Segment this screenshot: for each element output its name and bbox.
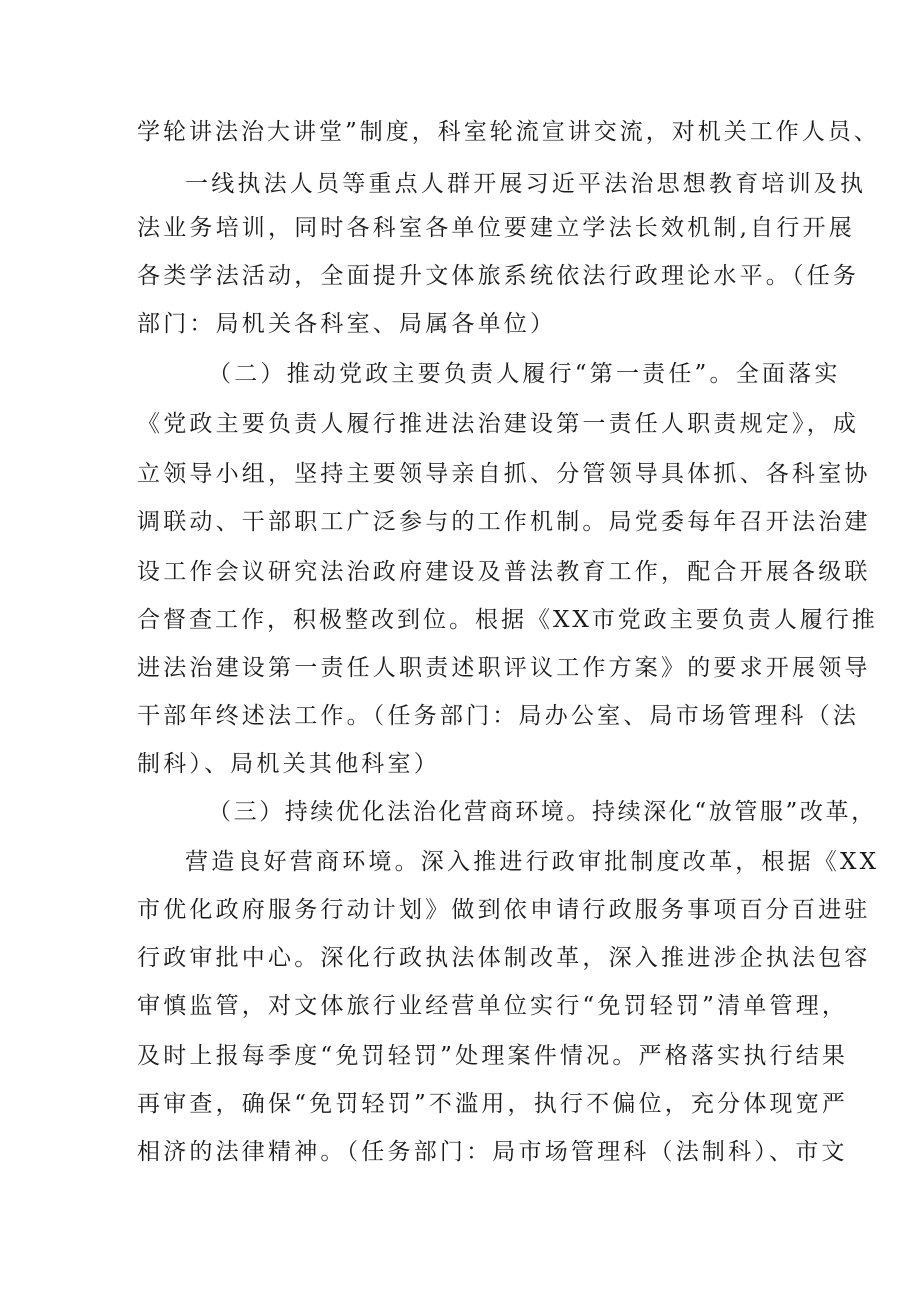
text-line: 再审查，确保“免罚轻罚”不滥用，执行不偏位，充分体现宽严 xyxy=(137,1091,849,1117)
text-line: （三）持续优化法治化营商环境。持续深化“放管服”改革， xyxy=(208,799,877,825)
text-line: 进法治建设第一责任人职责述职评议工作方案》的要求开展领导 xyxy=(137,655,871,681)
text-line: 审慎监管，对文体旅行业经营单位实行“免罚轻罚”清单管理， xyxy=(137,993,849,1019)
text-line: 一线执法人员等重点人群开展习近平法治思想教育培训及执 xyxy=(185,171,867,197)
text-line: 合督查工作，积极整改到位。根据《XX市党政主要负责人履行推 xyxy=(137,607,878,633)
text-line: 行政审批中心。深化行政执法体制改革，深入推进涉企执法包容 xyxy=(137,945,871,971)
text-line: （二）推动党政主要负责人履行“第一责任”。全面落实 xyxy=(208,361,841,387)
text-line: 法业务培训，同时各科室各单位要建立学法长效机制,自行开展 xyxy=(137,215,855,241)
text-line: 制科）、局机关其他科室） xyxy=(137,751,440,777)
text-line: 学轮讲法治大讲堂”制度，科室轮流宣讲交流，对机关工作人员、 xyxy=(137,119,880,145)
text-line: 部门：局机关各科室、局属各单位） xyxy=(137,311,557,337)
text-line: 营造良好营商环境。深入推进行政审批制度改革，根据《XX xyxy=(185,849,880,875)
text-line: 立领导小组，坚持主要领导亲自抓、分管领导具体抓、各科室协 xyxy=(137,461,871,487)
text-line: 各类学法活动，全面提升文体旅系统依法行政理论水平。（任务 xyxy=(137,263,860,289)
text-line: 相济的法律精神。（任务部门：局市场管理科（法制科）、市文 xyxy=(137,1139,848,1165)
text-line: 《党政主要负责人履行推进法治建设第一责任人职责规定》，成 xyxy=(137,411,860,437)
text-line: 及时上报每季度“免罚轻罚”处理案件情况。严格落实执行结果 xyxy=(137,1043,849,1069)
text-line: 市优化政府服务行动计划》做到依申请行政服务事项百分百进驻 xyxy=(137,897,871,923)
text-line: 干部年终述法工作。（任务部门：局办公室、局市场管理科（法 xyxy=(137,703,860,729)
text-line: 调联动、干部职工广泛参与的工作机制。局党委每年召开法治建 xyxy=(137,509,871,535)
text-line: 设工作会议研究法治政府建设及普法教育工作，配合开展各级联 xyxy=(137,559,871,585)
